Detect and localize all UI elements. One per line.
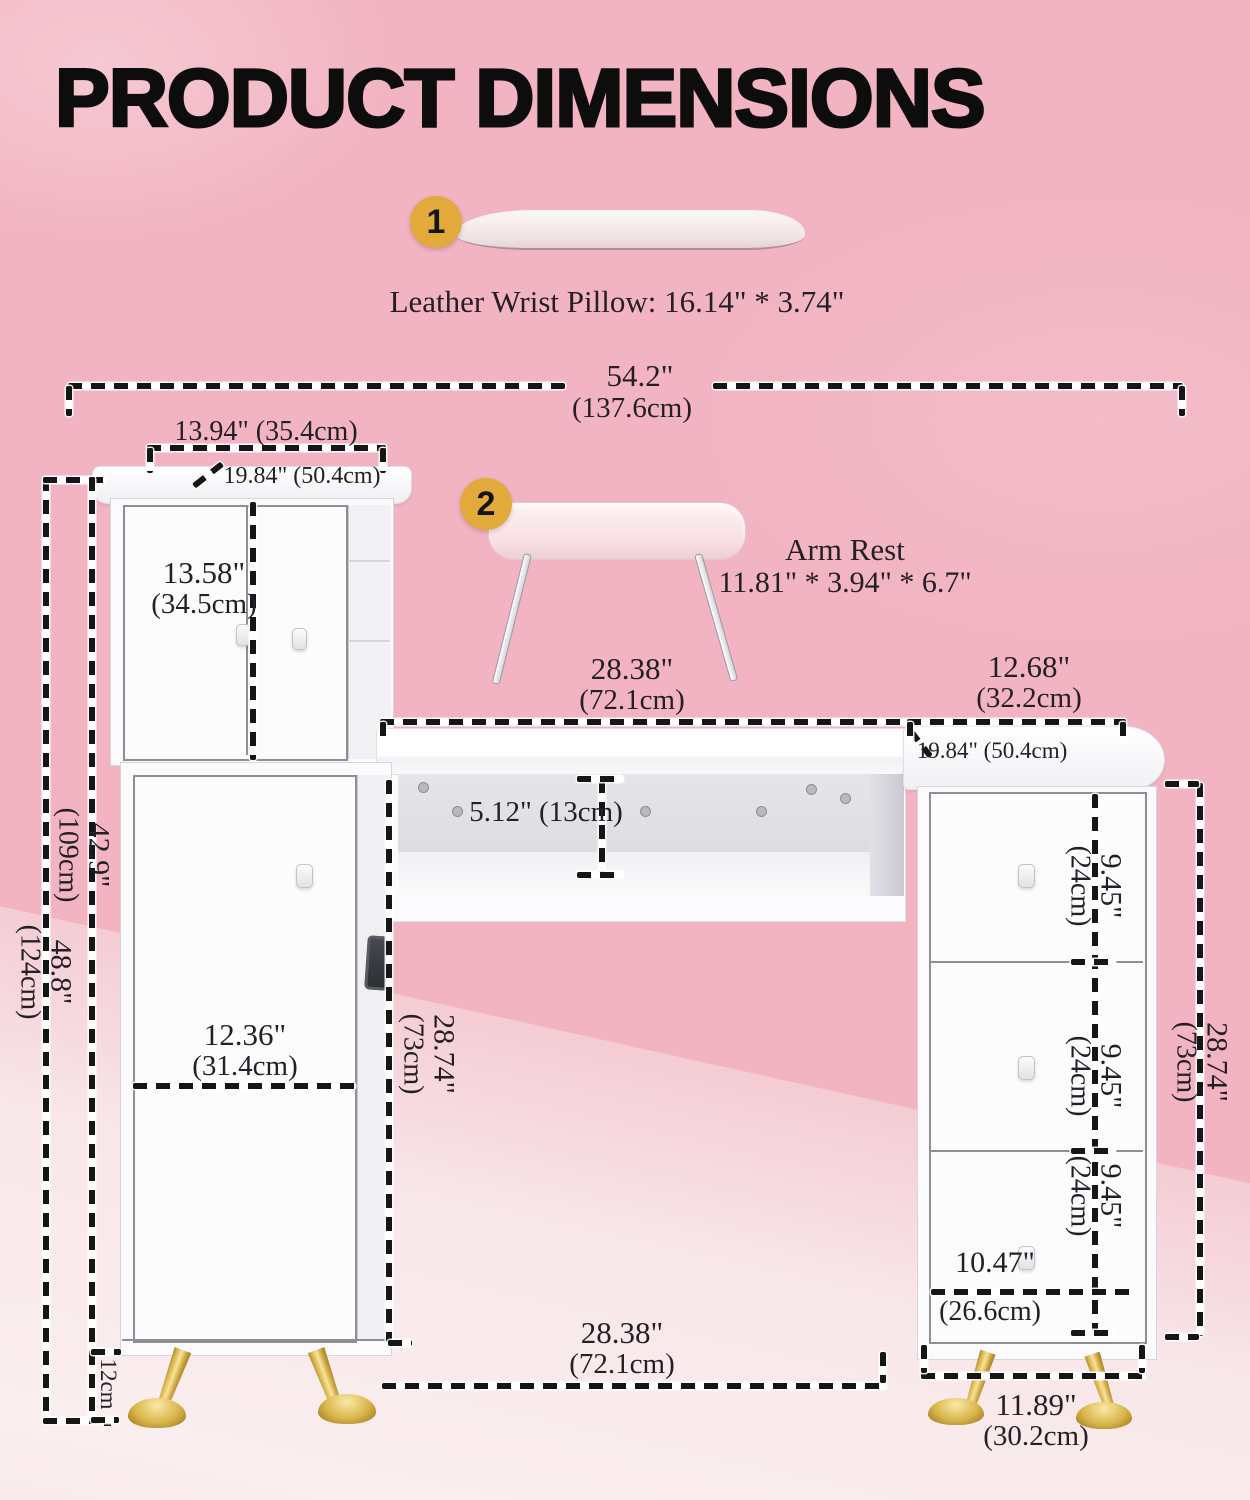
dim-tick [921, 1345, 927, 1373]
dim-tick [1165, 1334, 1199, 1340]
hutch-shelf-line [348, 640, 390, 642]
page-title: PRODUCT DIMENSIONS [55, 53, 985, 144]
gold-foot [128, 1398, 186, 1428]
desk-height-right-label [1172, 1022, 1233, 1103]
screw-icon [452, 806, 463, 817]
screw-icon [756, 806, 767, 817]
dim-line-desk-width-top [380, 719, 908, 725]
dim-line-overall-left [68, 383, 565, 389]
drawer-knob-2[interactable] [1018, 1056, 1035, 1080]
return-width-in: 12.68" [987, 649, 1071, 684]
gold-foot [928, 1398, 984, 1425]
cabinet-base-line [122, 1339, 388, 1341]
drawer-height-cm: (24cm) [1064, 1035, 1096, 1117]
dim-tick [388, 1340, 412, 1346]
base-width-label [983, 1388, 1089, 1453]
body-height-in: 42.9" [82, 822, 116, 888]
wrist-pillow-caption: Leather Wrist Pillow: 16.14" * 3.74" [389, 284, 845, 319]
desk-height-in: 28.74" [1200, 1022, 1234, 1102]
desk-width-bottom-in: 28.38" [580, 1315, 664, 1350]
drawer-height-cm: (24cm) [1064, 845, 1096, 927]
screw-icon [840, 793, 851, 804]
cubby-right-wall [870, 774, 904, 896]
dim-line-desk-height-left [386, 780, 392, 1342]
hutch-height-cm: (34.5cm) [151, 588, 257, 621]
drawer-height-in: 9.45" [1094, 1043, 1128, 1109]
hutch-depth-label: 19.84" (50.4cm) [223, 463, 381, 489]
desk-height-cm: (73cm) [1170, 1021, 1202, 1103]
cubby-floor [398, 852, 870, 896]
total-height-cm: (124cm) [14, 924, 46, 1020]
arm-rest-size: 11.81" * 3.94" * 6.7" [718, 566, 972, 599]
overall-width-cm: (137.6cm) [572, 392, 692, 424]
desk-width-bottom-cm: (72.1cm) [569, 1348, 675, 1381]
arm-rest-cushion [488, 502, 746, 560]
screw-icon [418, 782, 429, 793]
dim-tick [1071, 959, 1115, 965]
dim-tick [147, 448, 153, 473]
desk-width-top-label [579, 652, 685, 717]
screw-icon [806, 784, 817, 795]
dim-tick-leg-top [91, 1349, 121, 1355]
dim-tick [380, 448, 386, 473]
drawer-height-in: 9.45" [1094, 853, 1128, 919]
desktop [376, 728, 924, 778]
dim-tick [66, 386, 72, 416]
dim-line-overall-right [713, 383, 1183, 389]
base-width-in: 11.89" [995, 1387, 1077, 1422]
bottom-drawer-cm: (26.6cm) [939, 1296, 1041, 1327]
dim-line-desk-width-bottom [382, 1383, 886, 1389]
dim-tick [880, 1352, 886, 1383]
screw-icon [640, 806, 651, 817]
desk-height-left-label [399, 1014, 460, 1095]
dim-line-door-width [133, 1083, 355, 1089]
hutch-height-label [151, 556, 257, 621]
arm-rest-leg-left [492, 553, 532, 685]
cubby-height-label: 5.12" (13cm) [469, 796, 623, 828]
hutch-knob-left[interactable] [236, 624, 251, 646]
return-width-cm: (32.2cm) [976, 682, 1082, 715]
tall-cabinet-knob[interactable] [296, 864, 313, 888]
drawer3-height-label [1066, 1156, 1127, 1237]
body-height-label [54, 808, 115, 903]
hutch-height-in: 13.58" [162, 555, 246, 590]
drawer-height-cm: (24cm) [1064, 1155, 1096, 1237]
return-depth-label: 19.84" (50.4cm) [916, 738, 1068, 763]
dim-tick [1179, 386, 1185, 416]
dim-tick [1071, 1148, 1115, 1154]
dim-tick [380, 722, 386, 742]
drawer-height-in: 9.45" [1094, 1163, 1128, 1229]
item1-badge: 1 [410, 196, 462, 248]
drawer2-height-label [1066, 1036, 1127, 1117]
dim-line-return-width [907, 719, 1126, 725]
door-width-cm: (31.4cm) [192, 1050, 298, 1083]
drawer-knob-1[interactable] [1018, 864, 1035, 888]
dim-tick-leg-bottom [91, 1417, 119, 1423]
dim-tick [43, 477, 105, 483]
gold-foot [318, 1394, 376, 1424]
desk-width-bottom-label [569, 1316, 675, 1381]
dim-tick [1071, 1330, 1115, 1336]
desk-height-in: 28.74" [427, 1014, 461, 1094]
desk-width-in: 28.38" [590, 651, 674, 686]
door-width-in: 12.36" [203, 1017, 287, 1052]
wrist-pillow-image [455, 210, 805, 250]
dim-tick [1139, 1345, 1145, 1373]
dim-tick [577, 872, 623, 878]
desk-width-cm: (72.1cm) [579, 684, 685, 717]
desk-height-cm: (73cm) [397, 1013, 429, 1095]
total-height-label [16, 925, 77, 1020]
return-width-label [976, 650, 1082, 715]
dim-tick [577, 776, 623, 782]
dim-tick [1165, 781, 1199, 787]
dim-line-bottom-drawer [931, 1289, 1135, 1295]
base-width-cm: (30.2cm) [983, 1420, 1089, 1453]
dim-tick [1120, 722, 1126, 742]
leg-height-label: 12cm [96, 1358, 122, 1410]
body-height-cm: (109cm) [52, 807, 84, 903]
dim-tick [907, 722, 913, 742]
door-width-label [192, 1018, 298, 1083]
dim-line-hutch-height [250, 502, 256, 760]
total-height-in: 48.8" [44, 939, 78, 1005]
arm-rest-title: Arm Rest [785, 532, 905, 567]
overall-width-in: 54.2" [606, 358, 674, 393]
item2-badge: 2 [460, 478, 512, 530]
drawer1-height-label [1066, 846, 1127, 927]
hutch-knob-right[interactable] [292, 628, 307, 650]
bottom-drawer-in: 10.47" [955, 1246, 1035, 1279]
dim-line-body-height [89, 477, 95, 1420]
hutch-shelf-line [348, 560, 390, 562]
hutch-width-label: 13.94" (35.4cm) [174, 416, 358, 447]
dim-line-base-width [921, 1373, 1145, 1379]
